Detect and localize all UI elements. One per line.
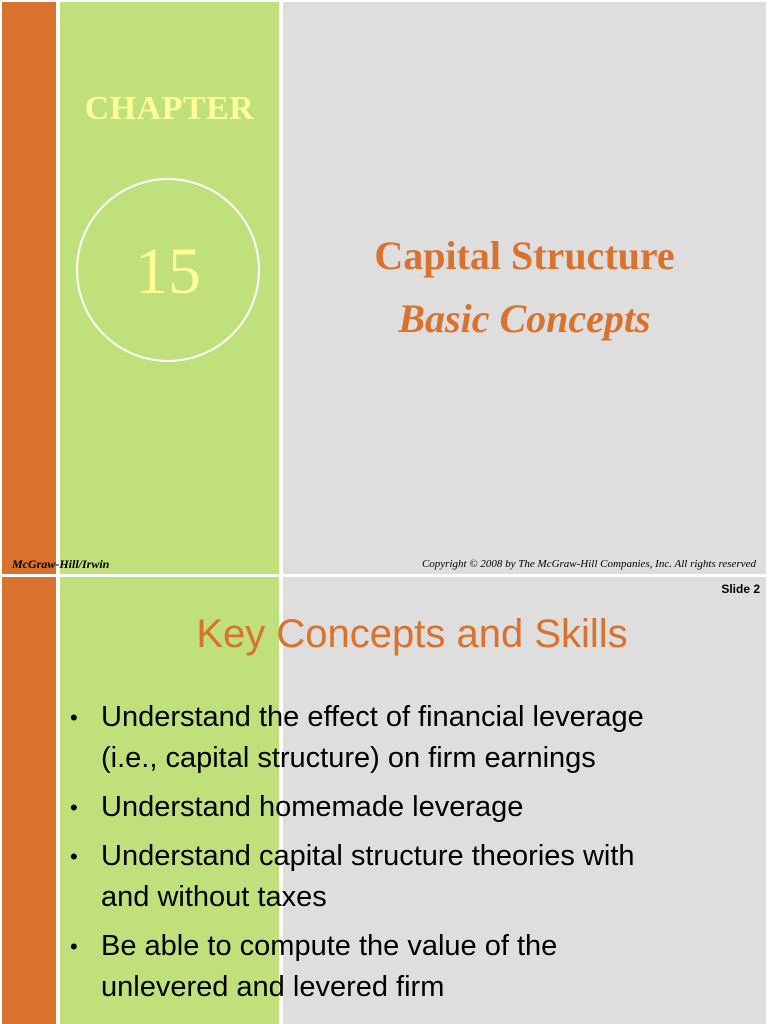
- slide-number: Slide 2: [721, 582, 760, 596]
- publisher-label: McGraw-Hill/Irwin: [12, 557, 110, 571]
- slide-subtitle: Basic Concepts: [398, 296, 651, 341]
- list-item: [70, 836, 760, 918]
- chapter-number: 15: [135, 235, 201, 308]
- bullet-text: and without taxes: [101, 881, 327, 913]
- bullet-text: Understand capital structure theories with: [101, 840, 635, 872]
- list-item: [70, 926, 760, 1008]
- slide-title: Key Concepts and Skills: [196, 612, 628, 656]
- list-item: [70, 787, 760, 828]
- gray-band: [283, 2, 766, 574]
- bullet-icon: •: [70, 705, 78, 730]
- bullet-text: Understand homemade leverage: [101, 791, 524, 823]
- bullet-text: (i.e., capital structure) on firm earnings: [101, 742, 596, 774]
- list-item: [70, 697, 760, 779]
- bullet-list: [70, 697, 760, 1016]
- bullet-icon: •: [70, 795, 78, 820]
- key-concepts-slide: [0, 577, 768, 1024]
- orange-band: [2, 577, 56, 1024]
- bullet-icon: •: [70, 844, 78, 869]
- copyright-notice: Copyright © 2008 by The McGraw-Hill Companies, Inc. All rights reserved: [421, 558, 756, 570]
- chapter-label: CHAPTER: [84, 90, 255, 127]
- slide-title: Capital Structure: [374, 233, 675, 278]
- bullet-icon: •: [70, 934, 78, 959]
- bullet-text: Be able to compute the value of the: [101, 930, 558, 962]
- bullet-text: Understand the effect of financial leverage: [101, 701, 644, 733]
- chapter-circle: [76, 178, 260, 362]
- orange-band: [2, 2, 56, 574]
- bullet-text: unlevered and levered firm: [101, 971, 445, 1003]
